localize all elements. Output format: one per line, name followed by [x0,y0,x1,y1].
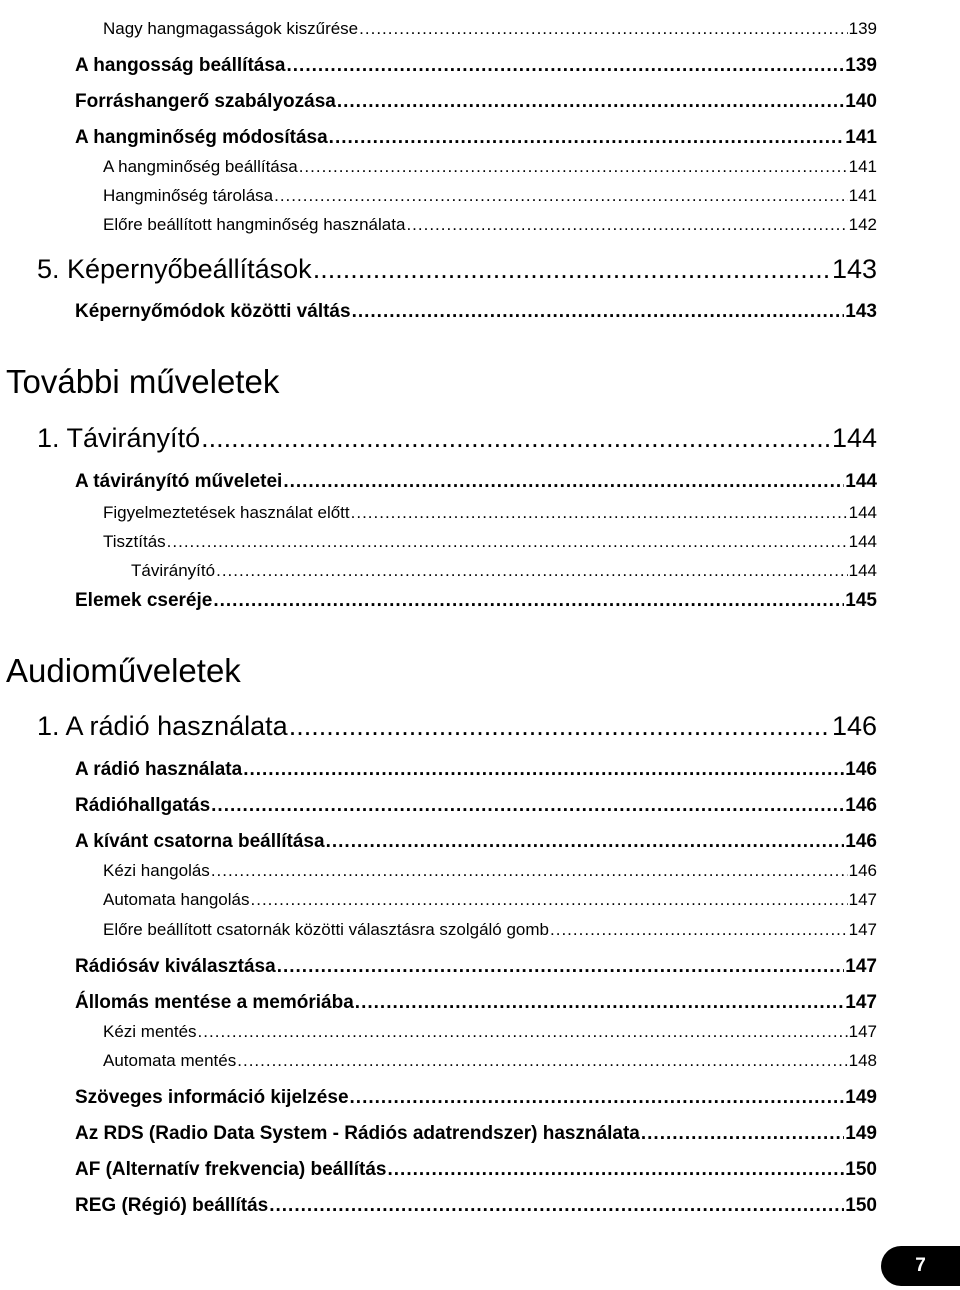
toc-entry-page: 139 [845,55,877,76]
toc-entry [131,561,877,581]
toc-entry [75,1195,877,1217]
toc-leader [352,301,845,323]
toc-leader [641,1123,844,1145]
toc-entry [103,1051,877,1071]
toc-entry-title: A kívánt csatorna beállítása [75,831,325,852]
toc-entry [75,471,877,493]
toc-entry-page: 147 [848,890,877,909]
toc-entry-page: 144 [848,561,877,580]
toc-entry-page: 147 [845,992,877,1013]
toc-entry-page: 140 [845,91,877,112]
toc-leader [216,561,848,581]
toc-entry-title: Forráshangerő szabályozása [75,91,336,112]
toc-entry [75,1159,877,1181]
toc-leader [329,127,845,149]
toc-entry-page: 149 [845,1123,877,1144]
toc-entry-title: 1. Távirányító [37,423,201,453]
toc-entry-title: Távirányító [131,561,216,580]
toc-entry-page: 144 [831,423,877,453]
toc-entry-page: 141 [848,157,877,176]
toc-leader [251,890,848,910]
toc-entry [75,127,877,149]
toc-entry [103,1022,877,1042]
toc-entry [103,890,877,910]
toc-chapter [37,254,877,285]
toc-entry-title: A hangminőség módosítása [75,127,328,148]
toc-leader [237,1051,847,1071]
toc-entry [103,920,877,940]
toc-entry-page: 150 [845,1195,877,1216]
toc-entry-title: Elemek cseréje [75,590,213,611]
toc-entry [103,503,877,523]
toc-leader [406,215,847,235]
toc-entry-page: 146 [845,759,877,780]
toc-entry-title: A távirányító műveletei [75,471,283,492]
toc-entry-page: 144 [848,532,877,551]
toc-entry-title: Szöveges információ kijelzése [75,1087,349,1108]
toc-entry-page: 146 [831,711,877,741]
toc-entry-title: Az RDS (Radio Data System - Rádiós adatrendszer) használata [75,1123,640,1144]
toc-entry-page: 145 [845,590,877,611]
toc-entry-page: 141 [845,127,877,148]
toc-entry-title: Képernyőmódok közötti váltás [75,301,351,322]
toc-entry-page: 150 [845,1159,877,1180]
toc-entry-page: 146 [845,831,877,852]
toc-entry-page: 147 [848,920,877,939]
toc-leader [388,1159,845,1181]
toc-entry-page: 146 [845,795,877,816]
toc-leader [289,711,831,742]
toc-leader [337,91,844,113]
toc-entry [75,956,877,978]
toc-entry [103,19,877,39]
toc-entry-page: 148 [848,1051,877,1070]
toc-entry-title: Hangminőség tárolása [103,186,274,205]
toc-entry [103,861,877,881]
toc-entry [75,590,877,612]
toc-entry-page: 144 [848,503,877,522]
toc-entry-title: Állomás mentése a memóriába [75,992,354,1013]
toc-leader [277,956,845,978]
toc-entry-page: 147 [845,956,877,977]
toc-leader [211,795,844,817]
toc-entry-page: 142 [848,215,877,234]
page-number: 7 [915,1255,926,1276]
toc-entry [75,1123,877,1145]
toc-leader [299,157,848,177]
toc-entry-title: A hangosság beállítása [75,55,286,76]
toc-entry [103,186,877,206]
toc-leader [283,471,844,493]
toc-entry-title: AF (Alternatív frekvencia) beállítás [75,1159,387,1180]
toc-chapter [37,423,877,454]
toc-leader [313,254,831,285]
toc-entry [103,532,877,552]
page-number-badge [881,1246,960,1286]
toc-entry-page: 144 [845,471,877,492]
toc-leader [359,19,847,39]
toc-entry-title: Rádióhallgatás [75,795,211,816]
section-heading: Audioműveletek [6,652,241,689]
toc-entry [103,215,877,235]
toc-entry-title: 1. A rádió használata [37,711,288,741]
toc-entry [75,301,877,323]
toc-leader [201,423,831,454]
toc-entry-title: REG (Régió) beállítás [75,1195,269,1216]
section-heading: További műveletek [6,363,280,400]
toc-entry-title: Kézi hangolás [103,861,210,880]
toc-entry-page: 146 [848,861,877,880]
toc-entry-title: Nagy hangmagasságok kiszűrése [103,19,359,38]
toc-leader [213,590,844,612]
toc-leader [167,532,848,552]
toc-leader [269,1195,844,1217]
toc-entry-title: Figyelmeztetések használat előtt [103,503,350,522]
toc-entry-title: 5. Képernyőbeállítások [37,254,312,284]
toc-entry [103,157,877,177]
toc-entry-title: Rádiósáv kiválasztása [75,956,276,977]
toc-entry [75,992,877,1014]
toc-leader [211,861,848,881]
toc-entry [75,795,877,817]
toc-leader [198,1022,848,1042]
toc-leader [355,992,845,1014]
toc-entry [75,1087,877,1109]
toc-entry-title: Előre beállított csatornák közötti választásra szolgáló gomb [103,920,550,939]
toc-leader [243,759,844,781]
toc-entry-page: 139 [848,19,877,38]
toc-entry-title: A hangminőség beállítása [103,157,298,176]
toc-leader [351,503,848,523]
toc-leader [326,831,845,853]
toc-chapter [37,711,877,742]
toc-entry-page: 149 [845,1087,877,1108]
toc-entry [75,759,877,781]
toc-entry [75,55,877,77]
toc-entry-title: Előre beállított hangminőség használata [103,215,406,234]
toc-entry-page: 143 [845,301,877,322]
toc-entry-page: 141 [848,186,877,205]
toc-entry [75,91,877,113]
toc-entry-title: Automata hangolás [103,890,250,909]
toc-entry-page: 143 [831,254,877,284]
toc-entry-title: A rádió használata [75,759,243,780]
toc-leader [550,920,848,940]
toc-leader [274,186,848,206]
toc-entry-title: Tisztítás [103,532,166,551]
toc-entry-title: Kézi mentés [103,1022,197,1041]
toc-entry-title: Automata mentés [103,1051,237,1070]
toc-leader [286,55,844,77]
toc-entry-page: 147 [848,1022,877,1041]
toc-entry [75,831,877,853]
toc-leader [350,1087,845,1109]
